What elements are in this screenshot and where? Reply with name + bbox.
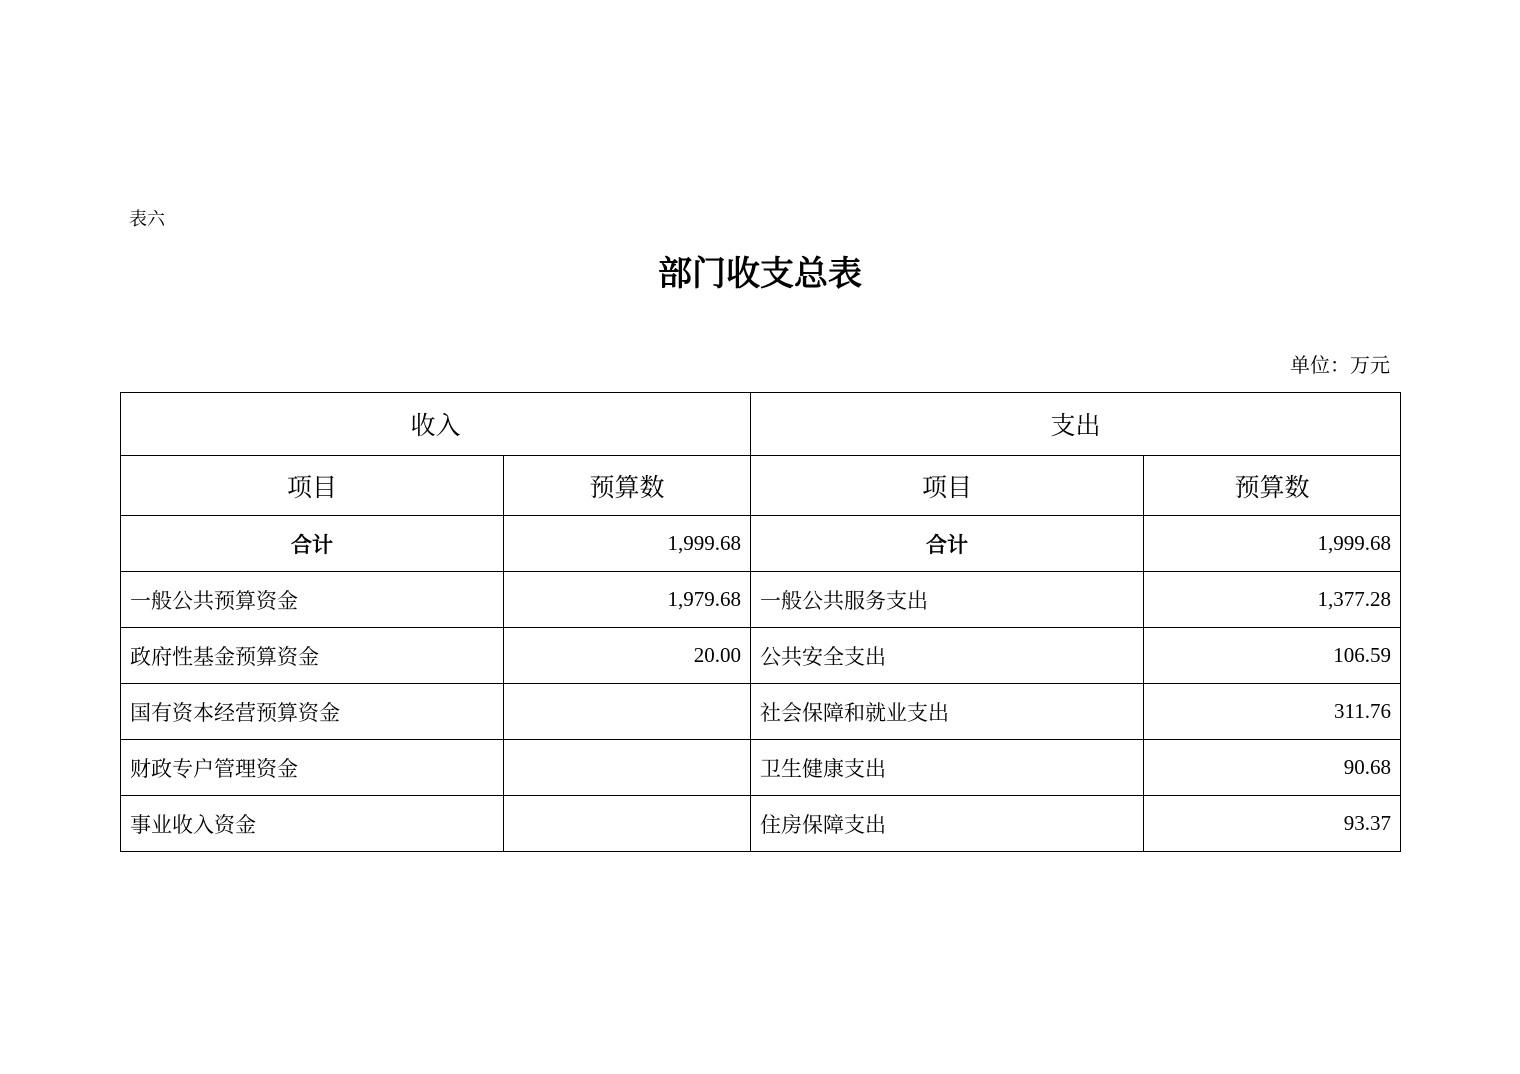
expense-item: 住房保障支出 (751, 796, 1144, 852)
income-amount: 20.00 (504, 628, 751, 684)
expense-amount: 90.68 (1144, 740, 1401, 796)
income-amount (504, 796, 751, 852)
income-item: 一般公共预算资金 (121, 572, 504, 628)
table-row (121, 572, 1401, 628)
income-item: 政府性基金预算资金 (121, 628, 504, 684)
expense-amount-header: 预算数 (1144, 456, 1401, 516)
table-number-label: 表六 (129, 209, 165, 230)
column-header-row (121, 456, 1401, 516)
expense-total-label: 合计 (751, 516, 1144, 572)
unit-label: 单位：万元 (1290, 353, 1390, 377)
budget-summary-table (120, 392, 1401, 852)
expense-item: 公共安全支出 (751, 628, 1144, 684)
table-row (121, 740, 1401, 796)
income-amount (504, 684, 751, 740)
income-section-header: 收入 (121, 393, 751, 456)
expense-item: 社会保障和就业支出 (751, 684, 1144, 740)
table-row (121, 684, 1401, 740)
expense-item: 一般公共服务支出 (751, 572, 1144, 628)
expense-amount: 311.76 (1144, 684, 1401, 740)
page-title: 部门收支总表 (658, 254, 862, 294)
table-row (121, 796, 1401, 852)
income-item: 国有资本经营预算资金 (121, 684, 504, 740)
expense-total-amount: 1,999.68 (1144, 516, 1401, 572)
expense-item-header: 项目 (751, 456, 1144, 516)
income-item-header: 项目 (121, 456, 504, 516)
income-amount (504, 740, 751, 796)
expense-amount: 93.37 (1144, 796, 1401, 852)
table-row (121, 628, 1401, 684)
total-row (121, 516, 1401, 572)
expense-section-header: 支出 (751, 393, 1401, 456)
income-amount: 1,979.68 (504, 572, 751, 628)
expense-item: 卫生健康支出 (751, 740, 1144, 796)
income-amount-header: 预算数 (504, 456, 751, 516)
income-item: 事业收入资金 (121, 796, 504, 852)
expense-amount: 1,377.28 (1144, 572, 1401, 628)
income-total-label: 合计 (121, 516, 504, 572)
income-item: 财政专户管理资金 (121, 740, 504, 796)
expense-amount: 106.59 (1144, 628, 1401, 684)
section-header-row (121, 393, 1401, 456)
income-total-amount: 1,999.68 (504, 516, 751, 572)
